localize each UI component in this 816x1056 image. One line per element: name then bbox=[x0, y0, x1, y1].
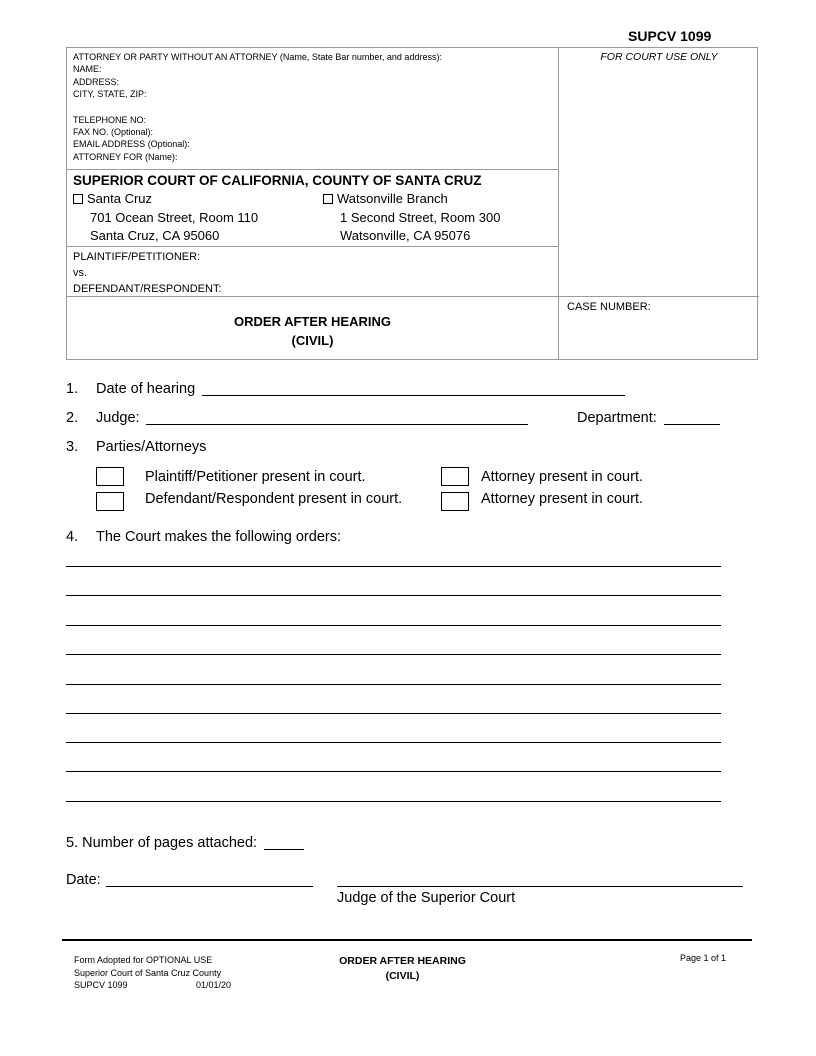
judge-signature-label: Judge of the Superior Court bbox=[337, 890, 516, 906]
court-location-name: Santa Cruz bbox=[87, 191, 153, 206]
defendant-label: DEFENDANT/RESPONDENT: bbox=[73, 283, 222, 295]
order-line[interactable] bbox=[66, 801, 721, 802]
footer-page-number: Page 1 of 1 bbox=[680, 953, 727, 963]
date-of-hearing-field[interactable] bbox=[202, 382, 625, 396]
caption-header bbox=[66, 47, 758, 360]
footer-revision-date: 01/01/20 bbox=[196, 980, 232, 990]
item-label: Judge: bbox=[96, 410, 140, 426]
document-title-line2: (CIVIL) bbox=[291, 333, 334, 348]
case-number-box[interactable] bbox=[559, 297, 759, 317]
item-number: 2. bbox=[66, 410, 79, 426]
attorney-fax-label: FAX NO. (Optional): bbox=[73, 127, 154, 138]
order-line[interactable] bbox=[66, 595, 721, 596]
footer-adopted: Form Adopted for OPTIONAL USE bbox=[74, 955, 213, 965]
pages-attached-label: 5. Number of pages attached: bbox=[66, 835, 258, 851]
attorney-email-label: EMAIL ADDRESS (Optional): bbox=[73, 139, 190, 150]
defendant-attorney-present-checkbox[interactable] bbox=[441, 492, 469, 511]
plaintiff-present-label: Plaintiff/Petitioner present in court. bbox=[145, 469, 366, 485]
footer-form-info bbox=[74, 954, 232, 992]
department-field[interactable] bbox=[664, 411, 720, 425]
order-line[interactable] bbox=[66, 625, 721, 626]
order-line[interactable] bbox=[66, 742, 721, 743]
department-label: Department: bbox=[577, 410, 657, 426]
parties-box[interactable] bbox=[67, 247, 558, 297]
court-location-watsonville bbox=[323, 190, 500, 246]
date-field[interactable] bbox=[106, 873, 313, 887]
order-line[interactable] bbox=[66, 684, 721, 685]
attorney-address-label: ADDRESS: bbox=[73, 76, 120, 87]
court-title: SUPERIOR COURT OF CALIFORNIA, COUNTY OF SANTA CRUZ bbox=[73, 173, 482, 188]
court-info-box bbox=[67, 170, 558, 247]
item-label: Parties/Attorneys bbox=[96, 439, 207, 455]
order-line[interactable] bbox=[66, 654, 721, 655]
court-location-city: Watsonville, CA 95076 bbox=[340, 228, 471, 243]
plaintiff-attorney-present-label: Attorney present in court. bbox=[481, 469, 643, 485]
footer-court: Superior Court of Santa Cruz County bbox=[74, 967, 222, 978]
court-use-only-box bbox=[559, 48, 759, 297]
judge-field[interactable] bbox=[146, 411, 528, 425]
plaintiff-attorney-present-checkbox[interactable] bbox=[441, 467, 469, 486]
attorney-city-label: CITY, STATE, ZIP: bbox=[73, 89, 147, 100]
footer-form-id bbox=[74, 979, 232, 992]
court-location-city: Santa Cruz, CA 95060 bbox=[90, 228, 220, 243]
order-line[interactable] bbox=[66, 566, 721, 567]
santa-cruz-checkbox[interactable] bbox=[73, 194, 83, 204]
attorney-name-label: NAME: bbox=[73, 64, 102, 75]
item-number: 3. bbox=[66, 439, 79, 455]
court-location-name: Watsonville Branch bbox=[337, 191, 448, 206]
plaintiff-label: PLAINTIFF/PETITIONER: bbox=[73, 251, 201, 263]
attorney-info-box[interactable] bbox=[67, 48, 558, 170]
footer-title-line2: (CIVIL) bbox=[385, 970, 420, 982]
document-title-line1: ORDER AFTER HEARING bbox=[234, 314, 391, 329]
footer-form-number: SUPCV 1099 bbox=[74, 980, 128, 990]
court-location-street: 701 Ocean Street, Room 110 bbox=[90, 209, 259, 225]
court-location-street: 1 Second Street, Room 300 bbox=[340, 209, 501, 225]
form-id: SUPCV 1099 bbox=[628, 28, 712, 44]
defendant-attorney-present-label: Attorney present in court. bbox=[481, 491, 643, 507]
judge-signature-field[interactable] bbox=[337, 873, 743, 887]
watsonville-checkbox[interactable] bbox=[323, 194, 333, 204]
order-line[interactable] bbox=[66, 771, 721, 772]
attorney-heading: ATTORNEY OR PARTY WITHOUT AN ATTORNEY (Name, State Bar number, and address): bbox=[73, 52, 442, 62]
footer-divider bbox=[62, 939, 752, 941]
caption-left-column bbox=[67, 48, 559, 359]
defendant-present-checkbox[interactable] bbox=[96, 492, 124, 511]
attorney-phone-label: TELEPHONE NO: bbox=[73, 114, 147, 125]
caption-right-column bbox=[559, 48, 759, 359]
defendant-present-label: Defendant/Respondent present in court. bbox=[145, 491, 403, 507]
vs-label: vs. bbox=[73, 267, 88, 279]
item-number: 4. bbox=[66, 529, 79, 545]
pages-attached-field[interactable] bbox=[264, 836, 304, 850]
date-label: Date: bbox=[66, 872, 101, 888]
item-label: The Court makes the following orders: bbox=[96, 529, 341, 545]
court-location-santa-cruz bbox=[73, 190, 258, 246]
court-use-label: FOR COURT USE ONLY bbox=[600, 51, 718, 63]
order-line[interactable] bbox=[66, 713, 721, 714]
item-label: Date of hearing bbox=[96, 381, 196, 397]
footer-title-line1: ORDER AFTER HEARING bbox=[339, 955, 466, 967]
item-parties-attorneys bbox=[66, 439, 366, 459]
footer-title bbox=[300, 954, 505, 984]
case-number-label: CASE NUMBER: bbox=[567, 301, 651, 313]
document-title bbox=[67, 297, 558, 361]
item-number: 1. bbox=[66, 381, 79, 397]
item-court-orders bbox=[66, 529, 466, 549]
attorney-for-label: ATTORNEY FOR (Name): bbox=[73, 151, 178, 162]
plaintiff-present-checkbox[interactable] bbox=[96, 467, 124, 486]
